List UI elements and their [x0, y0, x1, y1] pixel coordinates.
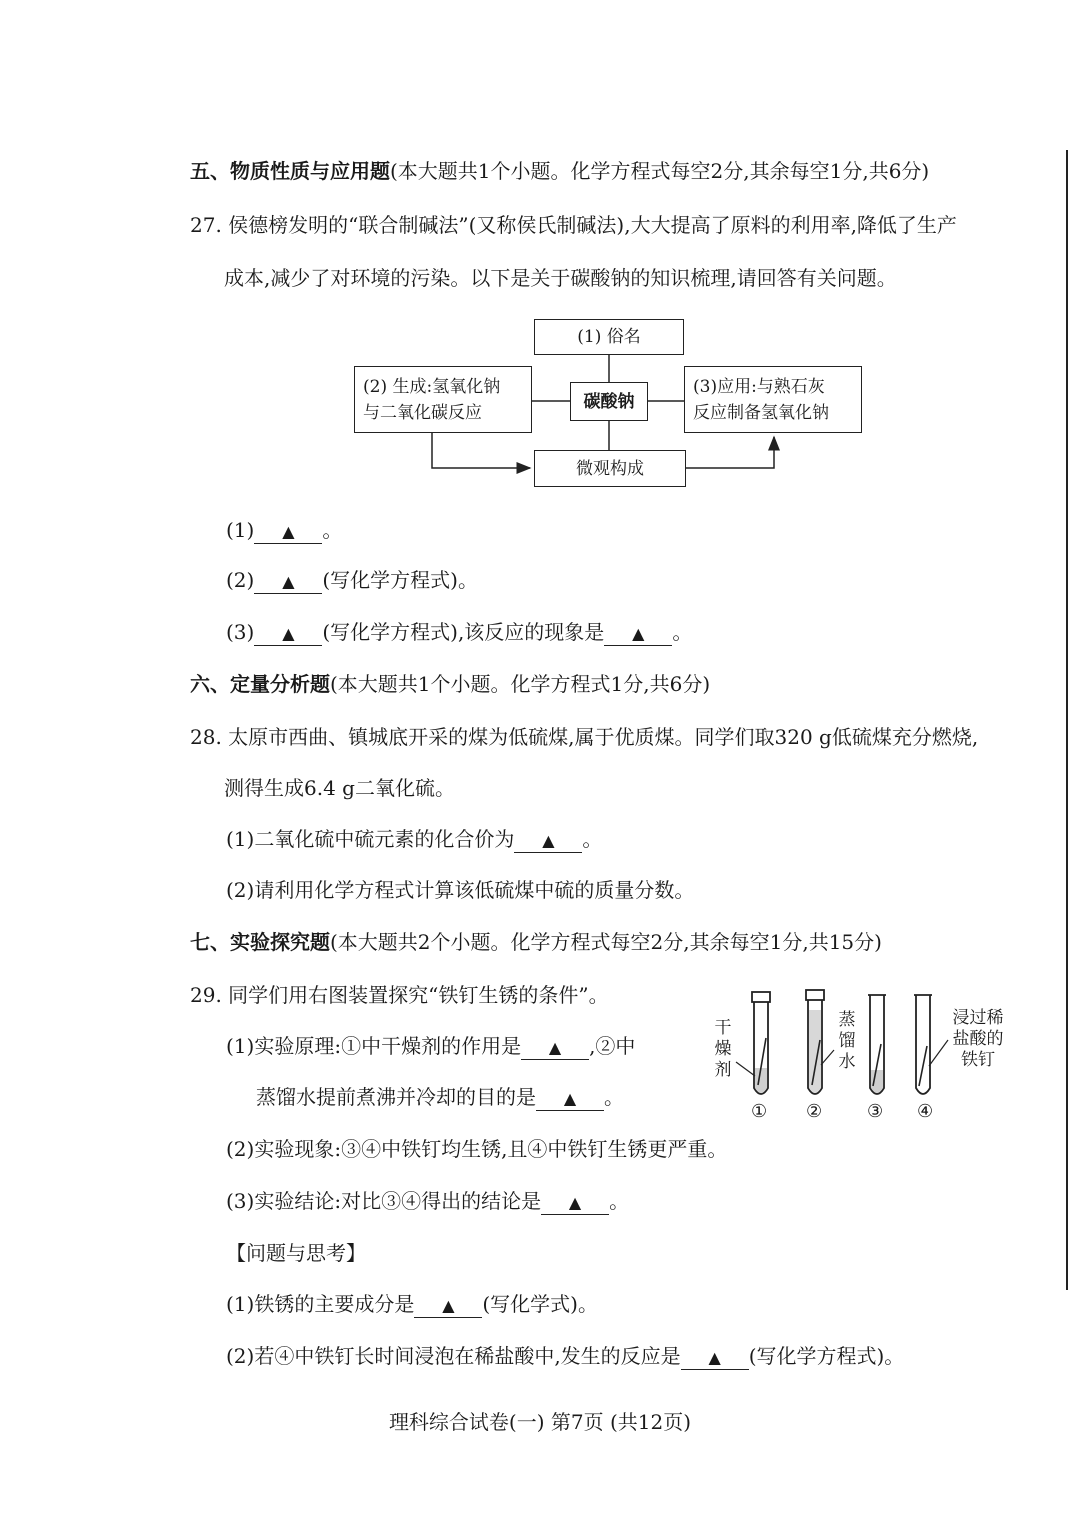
q27-sub3 — [226, 619, 692, 646]
q29-sub1 — [226, 1033, 635, 1060]
answer-mark: ▲ — [282, 522, 295, 541]
diagram-box-common-name: (1) 俗名 — [534, 319, 684, 355]
answer-blank[interactable] — [536, 1086, 604, 1111]
diagram-formation-line1: (2) 生成:氢氧化钠 — [363, 376, 501, 397]
q27-sub2-prefix: (2) — [226, 568, 255, 592]
q27-sub1-suffix: 。 — [322, 518, 343, 542]
diagram-box-formation — [354, 366, 532, 433]
section-7-title: 七、实验探究题 — [190, 930, 330, 954]
diagram-box-microstructure: 微观构成 — [534, 450, 686, 487]
tube-number-4: ④ — [917, 1101, 934, 1122]
q29-think2-suffix: (写化学方程式)。 — [748, 1344, 905, 1368]
section-7-heading — [190, 929, 882, 955]
answer-mark: ▲ — [563, 1089, 577, 1108]
answer-mark: ▲ — [542, 831, 555, 850]
label-acid-nail: 浸过稀 盐酸的 铁钉 — [952, 1008, 1004, 1070]
q27-sub1-prefix: (1) — [226, 518, 255, 542]
q29-sub3-suffix: 。 — [609, 1189, 630, 1213]
answer-mark: ▲ — [548, 1038, 562, 1057]
q29-think1-suffix: (写化学式)。 — [482, 1292, 598, 1316]
answer-blank[interactable] — [521, 1035, 589, 1060]
tube-number-3: ③ — [867, 1101, 884, 1122]
q27-sub2 — [226, 567, 478, 594]
q29-think1-prefix: (1)铁锈的主要成分是 — [226, 1292, 415, 1316]
answer-mark: ▲ — [568, 1193, 582, 1212]
tube-number-1: ① — [751, 1101, 768, 1122]
q29-sub3 — [226, 1188, 629, 1215]
answer-blank[interactable] — [541, 1190, 609, 1215]
answer-blank[interactable] — [254, 621, 322, 646]
label-distilled-water: 蒸 馏 水 — [838, 1010, 856, 1072]
answer-blank[interactable] — [254, 519, 322, 544]
q28-sub2: (2)请利用化学方程式计算该低硫煤中硫的质量分数。 — [226, 878, 695, 902]
answer-blank[interactable] — [604, 621, 672, 646]
q27-sub3-mid: (写化学方程式),该反应的现象是 — [322, 620, 605, 644]
diagram-application-line2: 反应制备氢氧化钠 — [693, 402, 829, 423]
diagram-box-application — [684, 366, 862, 433]
answer-blank[interactable] — [681, 1345, 749, 1370]
q27-sub3-suffix: 。 — [672, 620, 693, 644]
answer-mark: ▲ — [282, 624, 295, 643]
q28-stem-line2: 测得生成6.4 g二氧化硫。 — [224, 776, 455, 800]
q29-sub1-continued — [256, 1084, 624, 1111]
q29-think2 — [226, 1343, 904, 1370]
section-5-title: 五、物质性质与应用题 — [190, 159, 390, 183]
q29-sub1-prefix: (1)实验原理:①中干燥剂的作用是 — [226, 1034, 522, 1058]
q29-think-heading: 【问题与思考】 — [226, 1241, 366, 1265]
answer-blank[interactable] — [414, 1293, 482, 1318]
answer-mark: ▲ — [442, 1296, 455, 1315]
section-5-note: (本大题共1个小题。化学方程式每空2分,其余每空1分,共6分) — [390, 159, 930, 183]
section-6-heading — [190, 671, 710, 697]
answer-mark: ▲ — [708, 1348, 721, 1367]
section-6-title: 六、定量分析题 — [190, 672, 330, 696]
q29-sub1b-prefix: 蒸馏水提前煮沸并冷却的目的是 — [256, 1085, 536, 1109]
q28-sub1-prefix: (1)二氧化硫中硫元素的化合价为 — [226, 827, 515, 851]
diagram-formation-line2: 与二氧化碳反应 — [363, 402, 482, 423]
q29-sub1b-suffix: 。 — [604, 1085, 624, 1109]
answer-blank[interactable] — [254, 569, 322, 594]
q27-stem-line1: 27. 侯德榜发明的“联合制碱法”(又称侯氏制碱法),大大提高了原料的利用率,降低了生产 — [190, 213, 957, 237]
label-desiccant: 干 燥 剂 — [714, 1018, 732, 1080]
q29-stem: 29. 同学们用右图装置探究“铁钉生锈的条件”。 — [190, 983, 609, 1007]
diagram-box-sodium-carbonate: 碳酸钠 — [570, 382, 648, 421]
q28-stem-line1: 28. 太原市西曲、镇城底开采的煤为低硫煤,属于优质煤。同学们取320 g低硫煤充分燃烧, — [190, 725, 979, 749]
answer-mark: ▲ — [632, 624, 645, 643]
answer-mark: ▲ — [282, 572, 295, 591]
q27-sub1 — [226, 517, 342, 544]
page-footer: 理科综合试卷(一) 第7页 (共12页) — [388, 1410, 692, 1434]
q28-sub1-suffix: 。 — [582, 827, 603, 851]
q29-think2-prefix: (2)若④中铁钉长时间浸泡在稀盐酸中,发生的反应是 — [226, 1344, 681, 1368]
q29-think1 — [226, 1291, 598, 1318]
q28-sub1 — [226, 826, 602, 853]
diagram-application-line1: (3)应用:与熟石灰 — [693, 376, 825, 397]
q27-sub2-suffix: (写化学方程式)。 — [322, 568, 478, 592]
section-7-note: (本大题共2个小题。化学方程式每空2分,其余每空1分,共15分) — [330, 930, 882, 954]
q29-sub2: (2)实验现象:③④中铁钉均生锈,且④中铁钉生锈更严重。 — [226, 1137, 728, 1161]
section-6-note: (本大题共1个小题。化学方程式1分,共6分) — [330, 672, 711, 696]
answer-blank[interactable] — [514, 828, 582, 853]
q29-sub3-prefix: (3)实验结论:对比③④得出的结论是 — [226, 1189, 542, 1213]
q27-stem-line2: 成本,减少了对环境的污染。以下是关于碳酸钠的知识梳理,请回答有关问题。 — [224, 266, 897, 290]
q27-sub3-prefix: (3) — [226, 620, 255, 644]
q29-sub1-mid: ,②中 — [589, 1034, 636, 1058]
tube-number-2: ② — [806, 1101, 823, 1122]
